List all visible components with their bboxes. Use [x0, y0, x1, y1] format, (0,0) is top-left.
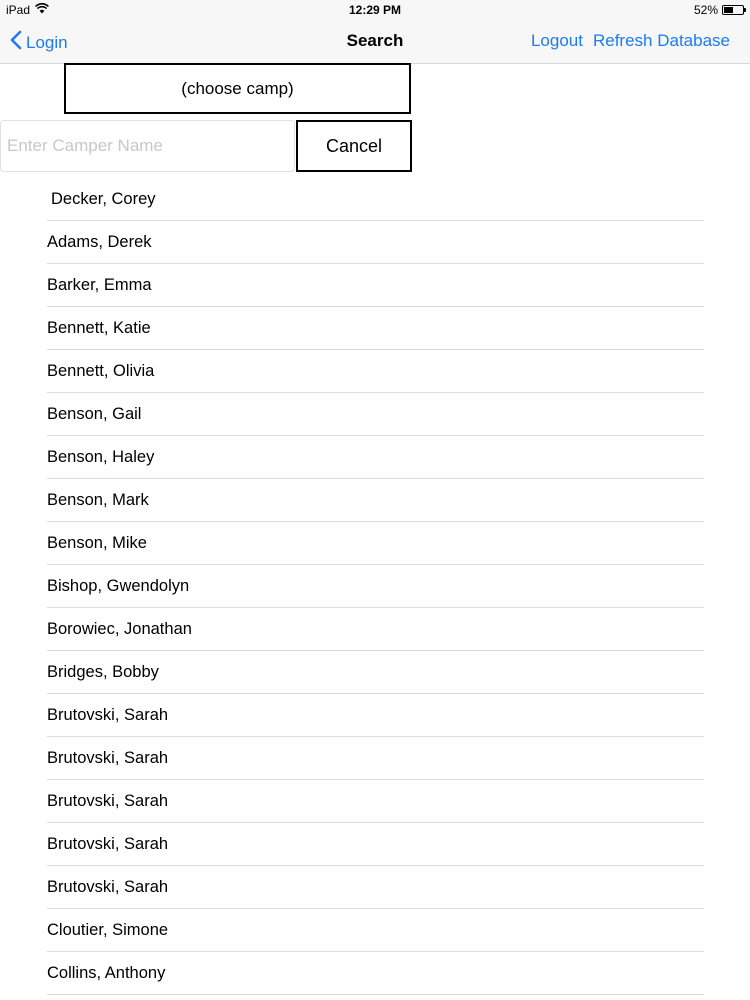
- battery-fill: [724, 7, 733, 13]
- back-label: Login: [26, 32, 68, 52]
- battery-icon: [722, 5, 744, 15]
- cancel-button[interactable]: [296, 120, 412, 172]
- camper-row[interactable]: Benson, Mark: [47, 479, 704, 522]
- camper-row[interactable]: Brutovski, Sarah: [47, 823, 704, 866]
- page-title: Search: [346, 31, 404, 50]
- nav-right-actions: [531, 31, 730, 51]
- status-bar: [0, 0, 750, 20]
- camper-row[interactable]: Adams, Derek: [47, 221, 704, 264]
- battery-tip: [744, 8, 746, 12]
- camper-row[interactable]: Collins, Anthony: [47, 952, 704, 995]
- camper-row[interactable]: Bennett, Katie: [47, 307, 704, 350]
- status-time: 12:29 PM: [348, 3, 402, 17]
- refresh-database-button[interactable]: Refresh Database: [592, 31, 730, 50]
- camper-row[interactable]: Benson, Gail: [47, 393, 704, 436]
- camper-row[interactable]: Brutovski, Sarah: [47, 780, 704, 823]
- choose-camp-button[interactable]: [64, 63, 411, 114]
- logout-button[interactable]: Logout: [530, 31, 583, 50]
- battery-percent: 52%: [693, 3, 718, 17]
- camper-row[interactable]: Benson, Haley: [47, 436, 704, 479]
- camper-row[interactable]: Barker, Emma: [47, 264, 704, 307]
- camper-row[interactable]: Benson, Mike: [47, 522, 704, 565]
- camper-row[interactable]: Brutovski, Sarah: [47, 737, 704, 780]
- camper-row[interactable]: Cloutier, Simone: [47, 909, 704, 952]
- camper-search-input[interactable]: [0, 120, 295, 172]
- status-right: [694, 3, 744, 17]
- camper-row[interactable]: Borowiec, Jonathan: [47, 608, 704, 651]
- camper-row[interactable]: Brutovski, Sarah: [47, 866, 704, 909]
- camper-row[interactable]: Brutovski, Sarah: [47, 694, 704, 737]
- camper-row[interactable]: Bishop, Gwendolyn: [47, 565, 704, 608]
- navigation-bar: [0, 20, 750, 64]
- choose-camp-label: (choose camp): [181, 78, 294, 98]
- device-name: iPad: [6, 3, 31, 17]
- camper-row[interactable]: Bennett, Olivia: [47, 350, 704, 393]
- camper-list: [47, 178, 704, 995]
- camper-row[interactable]: Bridges, Bobby: [47, 651, 704, 694]
- camper-row[interactable]: Decker, Corey: [47, 178, 704, 221]
- cancel-label: Cancel: [325, 135, 383, 156]
